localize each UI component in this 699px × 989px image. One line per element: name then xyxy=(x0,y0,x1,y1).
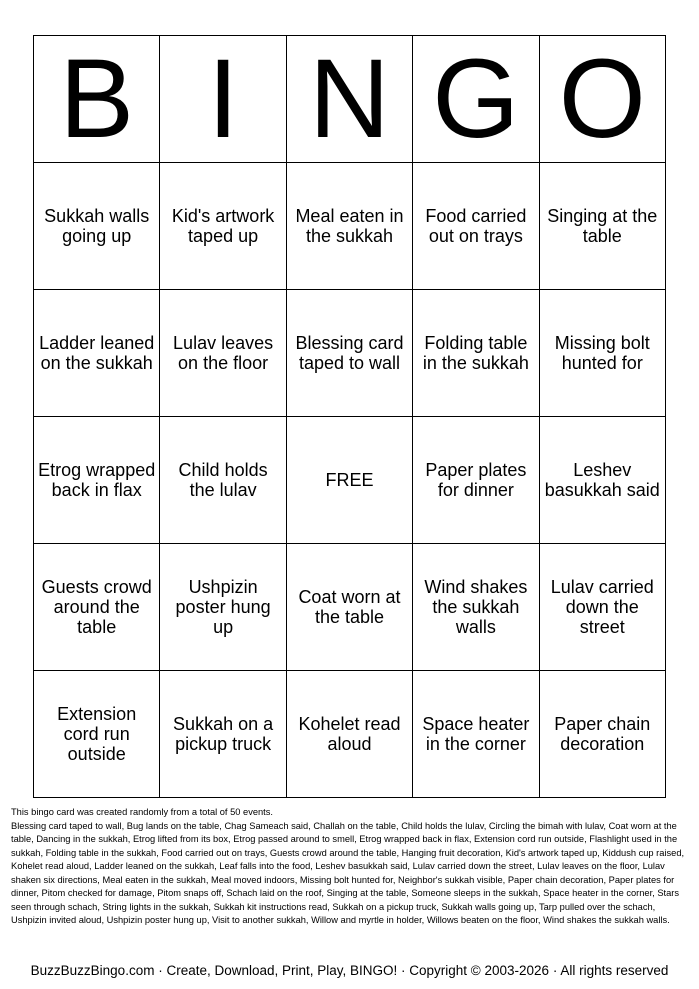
bingo-cell: Paper plates for dinner xyxy=(413,417,539,544)
header-letter-i: I xyxy=(160,36,286,163)
bingo-cell: Kid's artwork taped up xyxy=(160,163,286,290)
bingo-row xyxy=(34,671,666,798)
bingo-cell: Child holds the lulav xyxy=(160,417,286,544)
bingo-card xyxy=(33,35,666,798)
header-letter-g: G xyxy=(413,36,539,163)
bingo-cell: Kohelet read aloud xyxy=(286,671,412,798)
bingo-row xyxy=(34,544,666,671)
bingo-cell: Etrog wrapped back in flax xyxy=(34,417,160,544)
bingo-cell: Singing at the table xyxy=(539,163,665,290)
bingo-row xyxy=(34,290,666,417)
bingo-header-row xyxy=(34,36,666,163)
bingo-cell: Missing bolt hunted for xyxy=(539,290,665,417)
bingo-cell: Leshev basukkah said xyxy=(539,417,665,544)
bingo-cell: Guests crowd around the table xyxy=(34,544,160,671)
bingo-cell: Paper chain decoration xyxy=(539,671,665,798)
header-letter-o: O xyxy=(539,36,665,163)
bingo-cell: Blessing card taped to wall xyxy=(286,290,412,417)
bingo-cell: Folding table in the sukkah xyxy=(413,290,539,417)
event-list-footer xyxy=(11,806,689,928)
bingo-cell: Ushpizin poster hung up xyxy=(160,544,286,671)
bingo-cell: Ladder leaned on the sukkah xyxy=(34,290,160,417)
event-count-note: This bingo card was created randomly from a total of 50 events. xyxy=(11,807,273,817)
bingo-cell: Lulav carried down the street xyxy=(539,544,665,671)
header-letter-n: N xyxy=(286,36,412,163)
event-list: Blessing card taped to wall, Bug lands on the table, Chag Sameach said, Challah on the table, Child holds the lulav, Circling the bimah with lulav, Coat worn at the table, Dancing in the sukkah, Etrog lifted from its box, Etrog passed around to smell, Etrog wrapped back in flax, Extension cord run outside, Flashlight used in the sukkah, Folding table in the sukkah, Food carried out on trays, Guests crowd around the table, Hanging fruit decoration, Kid's artwork taped up, Kiddush cup raised, Kohelet read aloud, Ladder leaned on the sukkah, Leaf falls into the food, Leshev basukkah said, Lulav carried down the street, Lulav leaves on the floor, Lulav shaken six directions, Meal eaten in the sukkah, Meal moved indoors, Missing bolt hunted for, Neighbor's sukkah visible, Paper chain decoration, Paper plates for dinner, Pitom checked for damage, Pitom snaps off, Schach laid on the roof, Singing at the table, Someone sleeps in the sukkah, Space heater in the corner, Stars seen through schach, String lights in the sukkah, Sukkah kit instructions read, Sukkah on a pickup truck, Sukkah walls going up, Tarp pulled over the schach, Ushpizin invited aloud, Ushpizin poster hung up, Visit to another sukkah, Willow and myrtle in holder, Willows beaten on the floor, Wind shakes the sukkah walls. xyxy=(11,820,685,925)
bingo-cell: Meal eaten in the sukkah xyxy=(286,163,412,290)
bingo-cell: Sukkah on a pickup truck xyxy=(160,671,286,798)
bingo-cell: Extension cord run outside xyxy=(34,671,160,798)
bingo-row xyxy=(34,163,666,290)
header-letter-b: B xyxy=(34,36,160,163)
bingo-cell: Sukkah walls going up xyxy=(34,163,160,290)
bingo-cell: Space heater in the corner xyxy=(413,671,539,798)
site-credit-line: BuzzBuzzBingo.com · Create, Download, Print, Play, BINGO! · Copyright © 2003-2026 · All rights reserved xyxy=(30,963,669,978)
bingo-cell: Lulav leaves on the floor xyxy=(160,290,286,417)
bingo-cell: Coat worn at the table xyxy=(286,544,412,671)
bingo-row xyxy=(34,417,666,544)
bingo-cell: Wind shakes the sukkah walls xyxy=(413,544,539,671)
free-space-cell: FREE xyxy=(286,417,412,544)
bingo-cell: Food carried out on trays xyxy=(413,163,539,290)
